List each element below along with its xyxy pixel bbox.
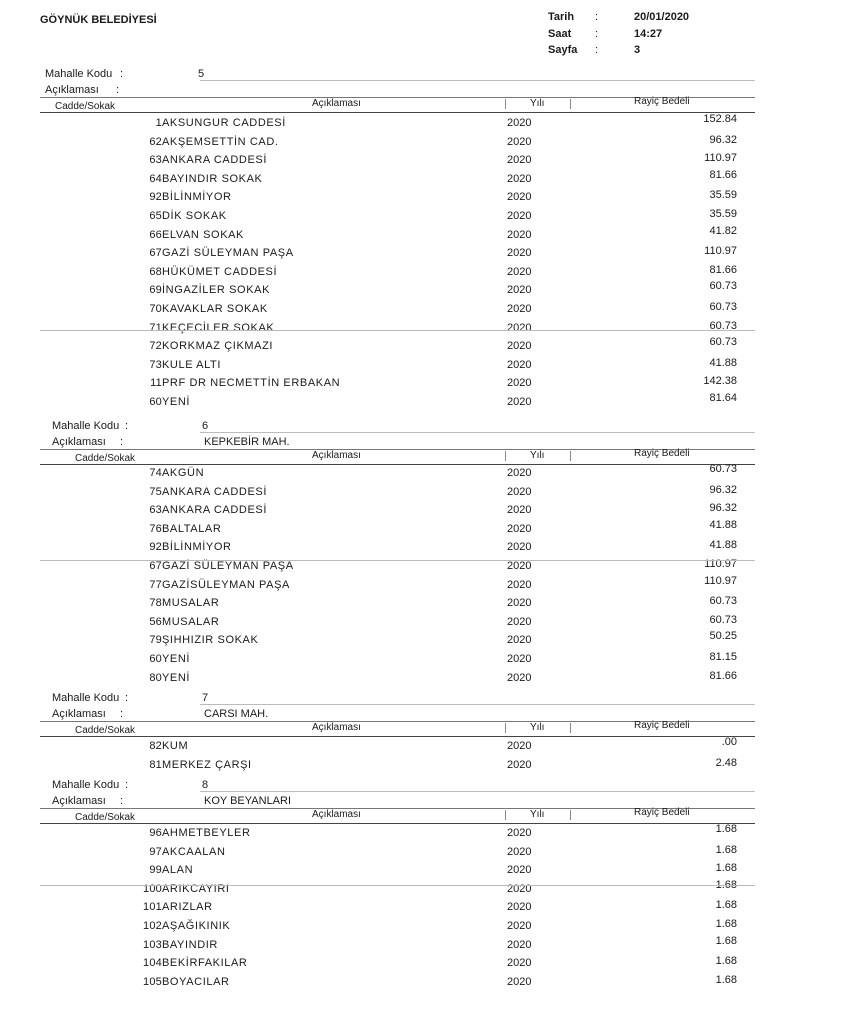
street-name: ANKARA CADDESİ [162,154,267,167]
table-row [0,973,849,995]
year-cell: 2020 [507,522,532,535]
time-value: 14:27 [634,28,663,40]
value-cell: 41.88 [709,518,737,531]
year-cell: 2020 [507,671,532,684]
year-cell: 2020 [507,882,532,895]
street-code: 65 [149,210,162,222]
column-divider [505,723,506,733]
street-code: 66 [149,228,162,241]
value-cell: 41.82 [709,224,737,237]
district-description-value: CARSI MAH. [204,708,269,720]
street-name: BAYINDIR SOKAK [162,172,263,185]
value-cell: 81.66 [709,168,737,181]
year-cell: 2020 [507,377,532,390]
column-divider [570,451,571,461]
street-name: YENİ [162,396,191,408]
street-code: 63 [149,504,162,517]
value-cell: 1.68 [715,955,737,968]
street-code: 76 [149,522,162,535]
district-code-colon: : [120,68,124,80]
year-cell: 2020 [507,340,532,353]
street-name: YENİ [162,671,191,684]
street-name: YENİ [162,653,191,665]
year-cell: 2020 [507,117,532,129]
street-name: BİLİNMİYOR [162,541,232,554]
separator-line [200,432,755,433]
street-code: 67 [149,247,162,260]
separator-line [40,736,755,737]
column-header-value: Rayiç Bedeli [634,807,690,818]
column-divider [570,723,571,733]
street-name: BALTALAR [162,522,222,535]
district-code-label: Mahalle Kodu [52,779,120,791]
street-name: AKGÜN [162,467,205,479]
column-divider [570,99,571,109]
value-cell: 60.73 [709,613,737,626]
separator-line [40,330,755,331]
street-name: BİLİNMİYOR [162,191,232,204]
street-name: KAVAKLAR SOKAK [162,303,268,315]
value-cell: 81.64 [709,392,737,404]
value-cell: 96.32 [709,502,737,515]
street-code: 102 [143,920,162,932]
street-code: 78 [149,597,162,610]
separator-line [200,704,755,705]
street-name: KEÇECİLER SOKAK [162,321,275,334]
page-label: Sayfa [548,44,578,56]
column-divider [505,99,506,109]
separator-line [40,823,755,824]
street-name: ARIZLAR [162,901,213,914]
value-cell: 1.68 [715,843,737,856]
street-name: ELVAN SOKAK [162,228,244,241]
year-cell: 2020 [507,634,532,647]
year-cell: 2020 [507,975,532,988]
street-code: 105 [143,975,162,988]
street-name: HÜKÜMET CADDESİ [162,265,278,278]
year-cell: 2020 [507,560,532,572]
value-cell: 1.68 [715,862,737,875]
value-cell: 50.25 [709,630,737,643]
street-code: 99 [149,864,162,877]
column-header-description: Açıklaması [312,722,361,733]
column-header-description: Açıklaması [312,809,361,820]
street-code: 92 [149,541,162,554]
value-cell: 60.73 [709,319,737,332]
district-code-label: Mahalle Kodu [52,692,120,704]
street-code: 75 [149,485,162,498]
value-cell: 1.68 [715,899,737,912]
value-cell: 2.48 [715,756,737,769]
street-code: 82 [149,740,162,752]
street-code: 71 [149,321,162,334]
value-cell: 41.88 [709,356,737,369]
date-colon: : [595,11,599,23]
value-cell: 1.68 [715,878,737,891]
district-code-value: 6 [202,420,209,432]
value-cell: 35.59 [709,208,737,220]
street-code: 77 [149,578,162,591]
street-name: GAZİ SÜLEYMAN PAŞA [162,560,294,572]
street-name: ALAN [162,864,194,877]
value-cell: 142.38 [703,375,737,388]
value-cell: 96.32 [709,483,737,496]
district-description-colon: : [120,708,124,720]
value-cell: 152.84 [703,113,737,125]
year-cell: 2020 [507,845,532,858]
year-cell: 2020 [507,135,532,148]
street-name: MUSALAR [162,597,220,610]
year-cell: 2020 [507,265,532,278]
column-header-description: Açıklaması [312,450,361,461]
street-name: PRF DR NECMETTİN ERBAKAN [162,377,341,390]
table-row [0,392,849,415]
year-cell: 2020 [507,920,532,932]
column-header-year: Yılı [530,450,545,461]
column-header-street: Cadde/Sokak [75,725,136,736]
street-name: BEKİRFAKILAR [162,957,248,970]
district-description-colon: : [120,795,124,807]
date-value: 20/01/2020 [634,11,690,23]
year-cell: 2020 [507,172,532,185]
year-cell: 2020 [507,901,532,914]
value-cell: 81.66 [709,263,737,276]
separator-line [40,560,755,561]
street-code: 73 [149,358,162,371]
street-name: AHMETBEYLER [162,827,251,839]
street-code: 62 [149,135,162,148]
value-cell: 60.73 [709,463,737,475]
year-cell: 2020 [507,358,532,371]
value-cell: 1.68 [715,918,737,930]
year-cell: 2020 [507,467,532,479]
year-cell: 2020 [507,758,532,771]
district-description-colon: : [116,84,120,96]
separator-line [40,464,755,465]
year-cell: 2020 [507,210,532,222]
value-cell: 110.97 [704,574,737,587]
separator-line [200,80,755,81]
street-name: ANKARA CADDESİ [162,485,267,498]
year-cell: 2020 [507,284,532,297]
street-name: AKCAALAN [162,845,226,858]
street-code: 70 [149,303,162,315]
district-code-colon: : [125,420,129,432]
district-description-label: Açıklaması [45,84,99,96]
column-divider [505,810,506,820]
street-code: 104 [143,957,162,970]
street-code: 80 [149,671,162,684]
column-header-value: Rayiç Bedeli [634,448,690,459]
column-header-year: Yılı [530,98,545,109]
district-description-value: KEPKEBİR MAH. [204,436,290,448]
year-cell: 2020 [507,740,532,752]
street-code: 68 [149,265,162,278]
year-cell: 2020 [507,653,532,665]
street-code: 67 [149,560,162,572]
street-code: 1 [155,117,162,129]
year-cell: 2020 [507,597,532,610]
street-name: KUM [162,740,189,752]
value-cell: 60.73 [709,301,737,313]
column-header-value: Rayiç Bedeli [634,720,690,731]
street-name: KULE ALTI [162,358,221,371]
year-cell: 2020 [507,191,532,204]
year-cell: 2020 [507,321,532,334]
separator-line [40,112,755,113]
street-code: 79 [149,634,162,647]
year-cell: 2020 [507,957,532,970]
year-cell: 2020 [507,485,532,498]
value-cell: 41.88 [709,539,737,552]
year-cell: 2020 [507,154,532,167]
district-description-label: Açıklaması [52,708,106,720]
year-cell: 2020 [507,827,532,839]
district-code-value: 8 [202,779,209,791]
district-code-label: Mahalle Kodu [45,68,113,80]
district-code-colon: : [125,692,129,704]
street-name: DİK SOKAK [162,210,227,222]
date-label: Tarih [548,11,575,23]
street-code: 63 [149,154,162,167]
street-code: 11 [150,377,162,390]
value-cell: 81.15 [709,651,737,663]
value-cell: 96.32 [709,133,737,146]
year-cell: 2020 [507,504,532,517]
year-cell: 2020 [507,303,532,315]
value-cell: 60.73 [709,595,737,608]
district-code-value: 5 [198,68,205,80]
street-code: 60 [149,396,162,408]
year-cell: 2020 [507,228,532,241]
column-header-description: Açıklaması [312,98,361,109]
column-divider [505,451,506,461]
value-cell: 1.68 [715,934,737,947]
column-header-value: Rayiç Bedeli [634,96,690,107]
column-header-street: Cadde/Sokak [75,453,136,464]
street-code: 56 [149,615,162,628]
street-name: MERKEZ ÇARŞI [162,758,252,771]
year-cell: 2020 [507,615,532,628]
year-cell: 2020 [507,578,532,591]
value-cell: 110.97 [704,152,737,165]
street-name: ARIKCAYIRI [162,882,230,895]
separator-line [200,791,755,792]
street-code: 74 [149,467,162,479]
street-name: BAYINDIR [162,938,218,951]
year-cell: 2020 [507,938,532,951]
page-colon: : [595,44,599,56]
street-name: BOYACILAR [162,975,230,988]
street-code: 69 [149,284,162,297]
street-name: ŞIHHIZIR SOKAK [162,634,259,647]
street-name: KORKMAZ ÇIKMAZI [162,340,274,353]
street-name: GAZİ SÜLEYMAN PAŞA [162,247,294,260]
value-cell: 60.73 [709,280,737,293]
street-code: 72 [149,340,162,353]
street-code: 100 [143,882,162,895]
district-description-value: KOY BEYANLARI [204,795,292,807]
street-code: 101 [143,901,162,914]
year-cell: 2020 [507,541,532,554]
district-description-label: Açıklaması [52,436,106,448]
district-description-colon: : [120,436,124,448]
column-header-street: Cadde/Sokak [75,812,136,823]
value-cell: 110.97 [704,245,737,258]
year-cell: 2020 [507,864,532,877]
street-code: 103 [143,938,162,951]
column-header-street: Cadde/Sokak [55,101,116,112]
street-name: MUSALAR [162,615,220,628]
street-code: 96 [149,827,162,839]
district-code-colon: : [125,779,129,791]
value-cell: 60.73 [709,336,737,349]
year-cell: 2020 [507,247,532,260]
table-row [0,669,849,691]
district-description-label: Açıklaması [52,795,106,807]
street-name: ANKARA CADDESİ [162,504,267,517]
street-name: AKŞEMSETTİN CAD. [162,135,279,148]
street-code: 92 [149,191,162,204]
street-code: 81 [149,758,162,771]
street-code: 97 [149,845,162,858]
time-colon: : [595,28,599,40]
table-row [0,756,849,778]
district-code-label: Mahalle Kodu [52,420,120,432]
column-divider [570,810,571,820]
column-header-year: Yılı [530,809,545,820]
value-cell: 1.68 [715,973,737,986]
street-name: AKSUNGUR CADDESİ [162,117,286,129]
column-header-year: Yılı [530,722,545,733]
time-label: Saat [548,28,572,40]
separator-line [40,885,755,886]
value-cell: 110.97 [704,558,737,570]
page-value: 3 [634,44,641,56]
street-name: AŞAĞIKINIK [162,920,231,932]
street-name: İNGAZİLER SOKAK [162,284,271,297]
value-cell: 81.66 [709,669,737,682]
value-cell: 35.59 [709,189,737,202]
organization-title: GÖYNÜK BELEDİYESİ [40,14,157,26]
street-code: 64 [149,172,162,185]
value-cell: 1.68 [715,823,737,835]
year-cell: 2020 [507,396,532,408]
district-code-value: 7 [202,692,209,704]
street-name: GAZİSÜLEYMAN PAŞA [162,578,290,591]
value-cell: .00 [721,736,737,748]
street-code: 60 [149,653,162,665]
